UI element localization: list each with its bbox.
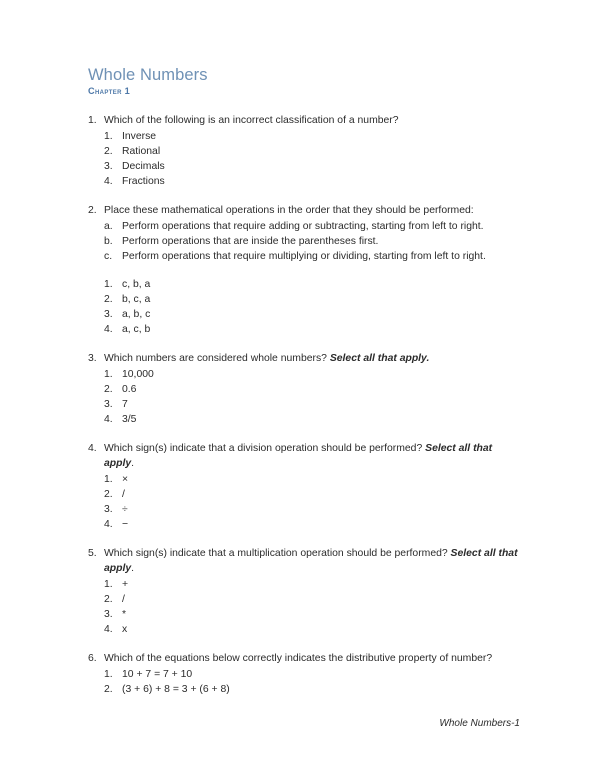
question-row	[88, 352, 520, 367]
option-item[interactable]	[88, 592, 520, 607]
question-text	[104, 547, 520, 577]
question-text-part: Which sign(s) indicate that a multiplication operation should be performed?	[104, 548, 451, 560]
option-item[interactable]	[88, 382, 520, 397]
sub-item-text: Perform operations that are inside the parentheses first.	[122, 235, 379, 247]
option-text: b, c, a	[122, 294, 151, 306]
question-emphasis: Select all that apply	[104, 443, 493, 470]
question-number: 6.	[88, 653, 97, 665]
option-number: 2.	[104, 489, 113, 501]
option-item[interactable]	[88, 607, 520, 622]
question-block	[88, 547, 520, 637]
option-text: Decimals	[122, 160, 165, 172]
option-text: −	[122, 519, 129, 531]
option-item[interactable]	[88, 622, 520, 637]
sub-item-letter: a.	[104, 220, 113, 232]
option-item[interactable]	[88, 472, 520, 487]
option-text: /	[122, 593, 125, 605]
option-number: 3.	[104, 608, 113, 620]
question-text-part: Place these mathematical operations in the order that they should be performed:	[104, 205, 474, 217]
question-text	[104, 204, 520, 219]
question-text-part: .	[131, 458, 135, 470]
question-block	[88, 352, 520, 427]
question-number: 4.	[88, 443, 97, 455]
option-number: 1.	[104, 369, 113, 381]
question-text	[104, 352, 520, 367]
option-item[interactable]	[88, 159, 520, 174]
option-text: /	[122, 489, 125, 501]
question-text	[104, 652, 520, 667]
option-text: Fractions	[122, 175, 165, 187]
sub-item-list	[88, 219, 520, 264]
option-number: 1.	[104, 578, 113, 590]
question-block	[88, 204, 520, 337]
option-item[interactable]	[88, 367, 520, 382]
option-item[interactable]	[88, 277, 520, 292]
option-list	[88, 129, 520, 189]
option-text: ÷	[122, 504, 128, 516]
option-text: +	[122, 578, 129, 590]
sub-item-text: Perform operations that require multiplying or dividing, starting from left to right.	[122, 250, 486, 262]
sub-item[interactable]	[88, 219, 520, 234]
option-number: 1.	[104, 130, 113, 142]
page-title: Whole Numbers	[88, 66, 208, 84]
sub-item-text: Perform operations that require adding or subtracting, starting from left to right.	[122, 220, 484, 232]
option-text: x	[122, 624, 128, 636]
option-text: *	[122, 608, 127, 620]
question-block	[88, 442, 520, 532]
question-text-part: Which numbers are considered whole numbers?	[104, 353, 330, 365]
answer-option-list	[88, 277, 520, 337]
question-text-part: Which of the equations below correctly indicates the distributive property of number?	[104, 653, 493, 665]
question-number: 1.	[88, 114, 97, 126]
option-number: 1.	[104, 668, 113, 680]
question-row	[88, 652, 520, 667]
question-emphasis: Select all that apply	[104, 548, 518, 575]
option-number: 3.	[104, 160, 113, 172]
option-number: 1.	[104, 279, 113, 291]
question-number: 5.	[88, 548, 97, 560]
option-item[interactable]	[88, 517, 520, 532]
option-number: 2.	[104, 683, 113, 695]
question-emphasis: Select all that apply.	[329, 353, 430, 365]
option-number: 1.	[104, 473, 113, 485]
option-number: 2.	[104, 145, 113, 157]
option-item[interactable]	[88, 487, 520, 502]
document-body	[88, 66, 520, 712]
option-list	[88, 472, 520, 532]
option-number: 2.	[104, 294, 113, 306]
option-text: ×	[122, 473, 129, 485]
option-item[interactable]	[88, 129, 520, 144]
option-number: 4.	[104, 175, 113, 187]
option-text: Rational	[122, 145, 161, 157]
option-text: 3/5	[122, 414, 137, 426]
option-number: 2.	[104, 593, 113, 605]
question-row	[88, 547, 520, 577]
option-text: 10 + 7 = 7 + 10	[122, 668, 193, 680]
option-item[interactable]	[88, 502, 520, 517]
question-text	[104, 442, 520, 472]
option-text: 0.6	[122, 384, 137, 396]
question-text-part: Which of the following is an incorrect classification of a number?	[104, 114, 399, 126]
sub-item-letter: b.	[104, 235, 113, 247]
question-text-part: .	[131, 563, 135, 575]
option-item[interactable]	[88, 667, 520, 682]
option-text: 10,000	[122, 369, 154, 381]
option-text: a, b, c	[122, 309, 151, 321]
option-text: (3 + 6) + 8 = 3 + (6 + 8)	[122, 683, 230, 695]
option-text: 7	[122, 399, 128, 411]
question-list	[88, 114, 520, 697]
option-item[interactable]	[88, 412, 520, 427]
question-text-part: Which sign(s) indicate that a division operation should be performed?	[104, 443, 426, 455]
question-block	[88, 652, 520, 697]
option-item[interactable]	[88, 292, 520, 307]
option-number: 3.	[104, 504, 113, 516]
option-list	[88, 667, 520, 697]
option-number: 2.	[104, 384, 113, 396]
option-item[interactable]	[88, 307, 520, 322]
question-number: 3.	[88, 353, 97, 365]
option-number: 4.	[104, 519, 113, 531]
option-item[interactable]	[88, 577, 520, 592]
option-text: c, b, a	[122, 279, 151, 291]
option-text: a, c, b	[122, 324, 151, 336]
option-item[interactable]	[88, 397, 520, 412]
question-row	[88, 204, 520, 219]
option-list	[88, 577, 520, 637]
sub-item[interactable]	[88, 234, 520, 249]
question-text	[104, 114, 520, 129]
sub-item[interactable]	[88, 249, 520, 264]
option-item[interactable]	[88, 322, 520, 337]
page-footer: Whole Numbers-1	[439, 718, 520, 729]
question-row	[88, 114, 520, 129]
chapter-label: Chapter 1	[88, 85, 131, 96]
option-number: 4.	[104, 414, 113, 426]
option-text: Inverse	[122, 130, 157, 142]
option-item[interactable]	[88, 682, 520, 697]
question-number: 2.	[88, 205, 97, 217]
option-number: 4.	[104, 324, 113, 336]
question-block	[88, 114, 520, 189]
option-number: 3.	[104, 399, 113, 411]
option-item[interactable]	[88, 144, 520, 159]
option-item[interactable]	[88, 174, 520, 189]
question-row	[88, 442, 520, 472]
sub-item-letter: c.	[104, 250, 113, 262]
option-number: 3.	[104, 309, 113, 321]
option-list	[88, 367, 520, 427]
option-number: 4.	[104, 624, 113, 636]
